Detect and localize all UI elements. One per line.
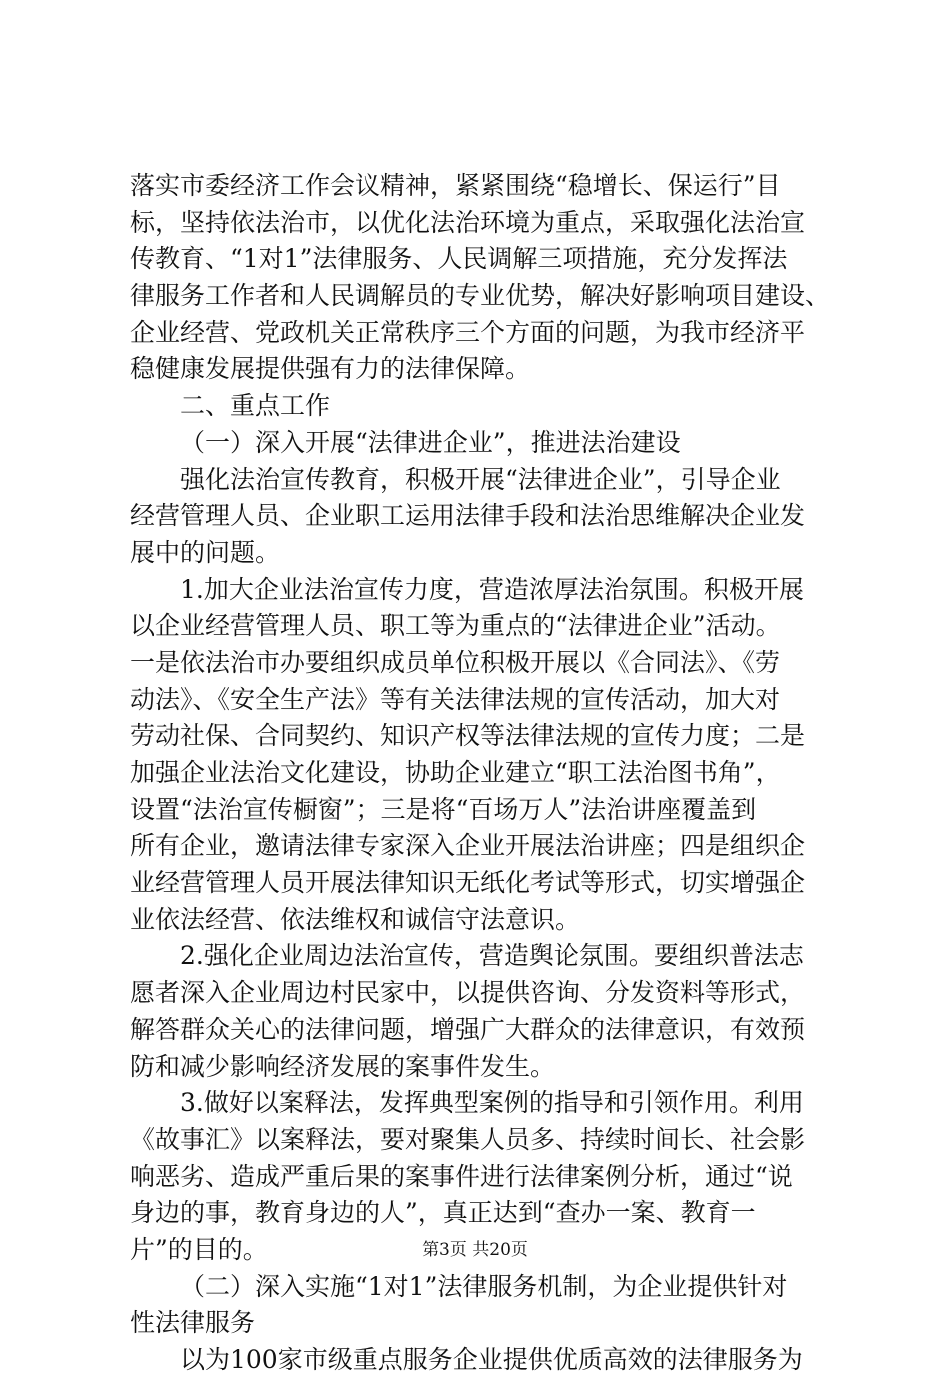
text-line: 劳动社保、合同契约、知识产权等法律法规的宣传力度；二是 — [130, 721, 806, 751]
subsection-heading: （一）深入开展“法律进企业”，推进法治建设 — [180, 427, 681, 457]
text-line: 所有企业，邀请法律专家深入企业开展法治讲座；四是组织企 — [130, 831, 806, 861]
document-body — [130, 168, 835, 1379]
text-line: 以企业经营管理人员、职工等为重点的“法律进企业”活动。 — [130, 611, 781, 641]
text-line: 一是依法治市办要组织成员单位积极开展以《合同法》、《劳 — [130, 647, 781, 677]
text-line: 标，坚持依法治市，以优化法治环境为重点，采取强化法治宣 — [130, 207, 806, 237]
text-line: 动法》、《安全生产法》等有关法律法规的宣传活动，加大对 — [130, 684, 781, 714]
subsection-heading: （二）深入实施“1对1”法律服务机制，为企业提供针对 — [180, 1271, 788, 1301]
text-line: 律服务工作者和人民调解员的专业优势，解决好影响项目建设、 — [130, 281, 831, 311]
text-line: 身边的事，教育身边的人”，真正达到“查办一案、教育一 — [130, 1198, 756, 1228]
text-line: 性法律服务 — [130, 1308, 256, 1338]
paragraph-first-line: 3.做好以案释法，发挥典型案例的指导和引领作用。利用 — [180, 1088, 804, 1118]
text-line: 传教育、“1对1”法律服务、人民调解三项措施，充分发挥法 — [130, 244, 788, 274]
paragraph-first-line: 1.加大企业法治宣传力度，营造浓厚法治氛围。积极开展 — [180, 574, 804, 604]
text-line: 愿者深入企业周边村民家中，以提供咨询、分发资料等形式， — [130, 978, 806, 1008]
paragraph-first-line: 以为100家市级重点服务企业提供优质高效的法律服务为 — [180, 1345, 803, 1374]
text-line: 业经营管理人员开展法律知识无纸化考试等形式，切实增强企 — [130, 868, 806, 898]
text-line: 片”的目的。 — [130, 1234, 268, 1264]
text-line: 稳健康发展提供强有力的法律保障。 — [130, 354, 531, 384]
section-heading: 二、重点工作 — [180, 391, 331, 421]
text-line: 企业经营、党政机关正常秩序三个方面的问题，为我市经济平 — [130, 317, 806, 347]
text-line: 防和减少影响经济发展的案事件发生。 — [130, 1051, 556, 1081]
text-line: 《故事汇》以案释法，要对聚集人员多、持续时间长、社会影 — [130, 1124, 806, 1154]
text-line: 解答群众关心的法律问题，增强广大群众的法律意识，有效预 — [130, 1014, 806, 1044]
paragraph-first-line: 强化法治宣传教育，积极开展“法律进企业”，引导企业 — [180, 464, 781, 494]
text-line: 经营管理人员、企业职工运用法律手段和法治思维解决企业发 — [130, 501, 806, 531]
text-line: 加强企业法治文化建设，协助企业建立“职工法治图书角”， — [130, 758, 781, 787]
text-line: 响恶劣、造成严重后果的案事件进行法律案例分析，通过“说 — [130, 1161, 793, 1191]
paragraph-first-line: 2.强化企业周边法治宣传，营造舆论氛围。要组织普法志 — [180, 941, 804, 971]
page-number-footer: 第3页 共20页 — [422, 1240, 528, 1260]
text-line: 设置“法治宣传橱窗”；三是将“百场万人”法治讲座覆盖到 — [130, 794, 757, 824]
text-line: 业依法经营、依法维权和诚信守法意识。 — [130, 904, 581, 934]
text-line: 落实市委经济工作会议精神，紧紧围绕“稳增长、保运行”目 — [130, 171, 781, 200]
text-line: 展中的问题。 — [130, 537, 281, 567]
